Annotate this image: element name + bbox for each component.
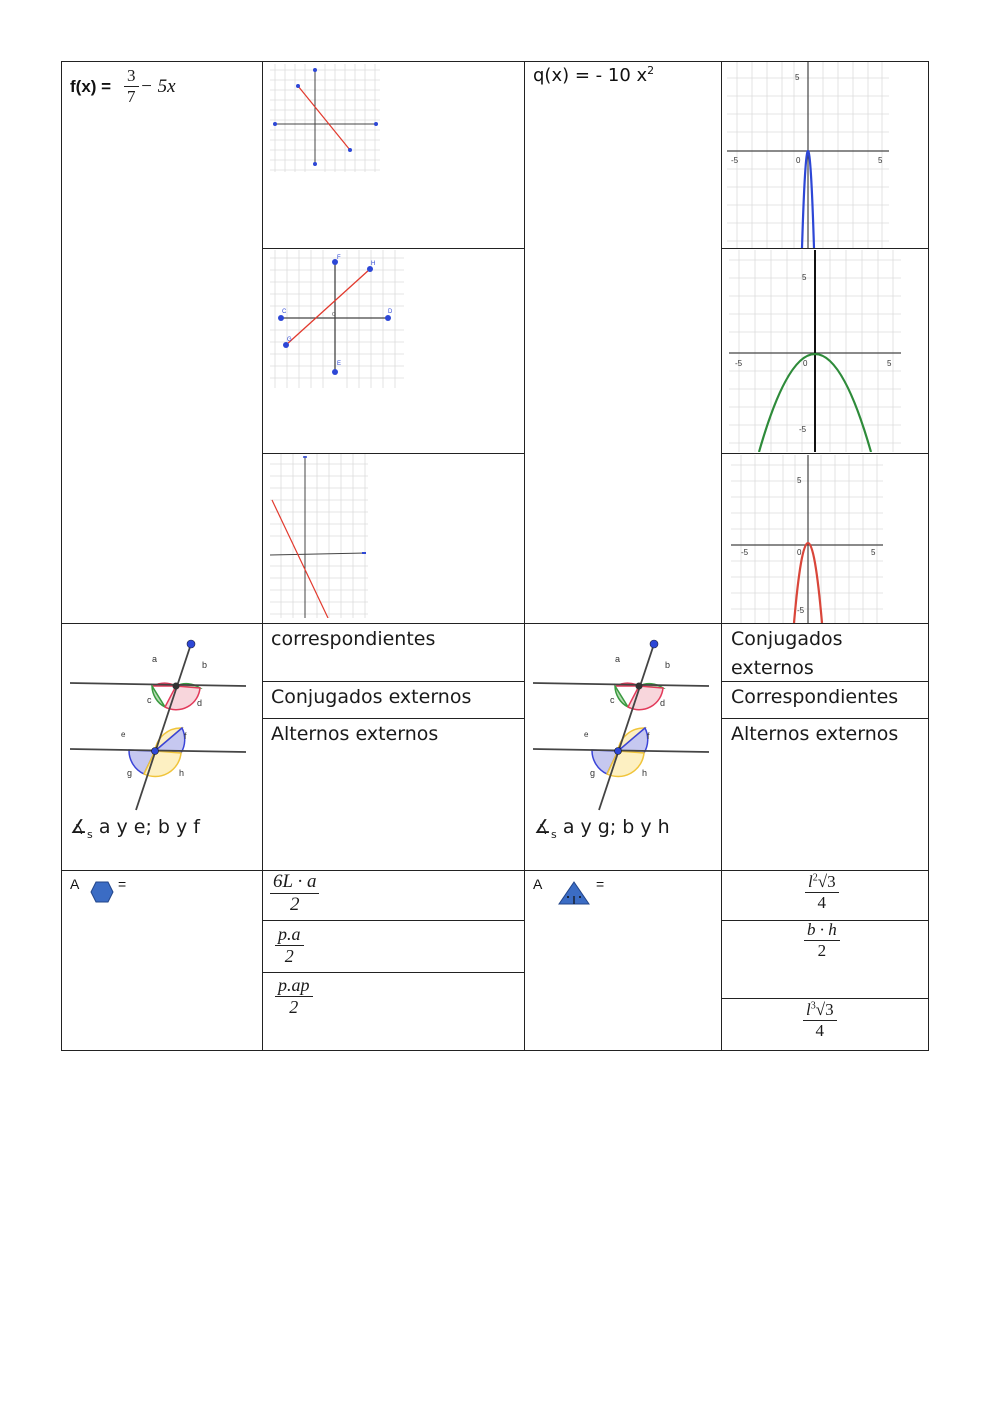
area-prefix: A bbox=[533, 876, 543, 892]
angle-label: c bbox=[610, 695, 615, 705]
formula-denominator: 4 bbox=[815, 1021, 825, 1040]
formula-exponent: 2 bbox=[812, 872, 818, 884]
angle-pair-left bbox=[70, 813, 200, 849]
formula-option-right-2[interactable] bbox=[804, 920, 840, 961]
linear-graph-1[interactable] bbox=[270, 64, 380, 172]
q-label: q(x) = - 10 x bbox=[533, 65, 648, 86]
angle-label: d bbox=[660, 698, 666, 708]
col-divider-2 bbox=[524, 61, 525, 1051]
row-divider-2 bbox=[61, 870, 929, 871]
parabola-graph-3[interactable] bbox=[731, 455, 883, 623]
grid-lines bbox=[270, 64, 380, 172]
intersection-point bbox=[173, 683, 180, 690]
formula-numerator: p.a bbox=[278, 924, 301, 944]
tick-label: 5 bbox=[887, 359, 892, 368]
formula-option-2[interactable] bbox=[275, 924, 304, 967]
tick-label: 5 bbox=[802, 273, 807, 282]
area-equals: = bbox=[118, 876, 127, 892]
tick-label: 5 bbox=[878, 156, 883, 165]
point bbox=[374, 122, 378, 126]
point bbox=[278, 315, 284, 321]
option-conjugados-externos[interactable]: Conjugados externos bbox=[271, 686, 472, 708]
angle-label: h bbox=[642, 768, 648, 778]
angle-subscript: s bbox=[87, 827, 93, 841]
formula-numerator: p.ap bbox=[278, 975, 310, 995]
tick-label: 5 bbox=[797, 476, 802, 485]
linear-graph-3[interactable] bbox=[270, 454, 368, 618]
formula-exponent: 3 bbox=[810, 1000, 816, 1012]
formula-root: √3 bbox=[815, 1000, 834, 1019]
col-divider-1 bbox=[262, 61, 263, 1051]
hexagon-icon bbox=[90, 880, 114, 904]
f-term: − 5x bbox=[140, 76, 176, 97]
tick-label: -5 bbox=[731, 156, 739, 165]
tick-label: -5 bbox=[735, 359, 743, 368]
formula-numerator: b · h bbox=[807, 920, 837, 939]
sub-row-bot-col4-2 bbox=[721, 998, 929, 999]
point-label: G bbox=[287, 337, 292, 343]
point bbox=[187, 640, 195, 648]
angle-symbol: ∡ bbox=[70, 816, 88, 838]
triangle-icon bbox=[558, 880, 590, 906]
angle-label: f bbox=[647, 731, 650, 741]
point bbox=[650, 640, 658, 648]
row-divider-1 bbox=[61, 623, 929, 624]
formula-variable: l bbox=[808, 872, 813, 891]
angle-c-arc bbox=[615, 686, 628, 707]
point-label: D bbox=[388, 309, 393, 315]
grid-lines bbox=[731, 455, 883, 623]
tick-label: -5 bbox=[799, 425, 807, 434]
angle-label: e bbox=[584, 730, 589, 739]
area-prefix: A bbox=[70, 876, 80, 892]
tick-label: 0 bbox=[796, 156, 801, 165]
formula-option-right-1[interactable] bbox=[805, 872, 839, 913]
tick-label: 5 bbox=[871, 548, 876, 557]
angle-label: d bbox=[197, 698, 203, 708]
point bbox=[348, 148, 352, 152]
formula-numerator: 6L · a bbox=[273, 871, 317, 892]
intersection-point bbox=[615, 748, 622, 755]
area-equals: = bbox=[596, 876, 605, 892]
point bbox=[313, 68, 317, 72]
tick-label: 5 bbox=[795, 73, 800, 82]
point-label: H bbox=[371, 261, 376, 267]
formula-numerator bbox=[805, 872, 839, 892]
sub-row-bot-col2-1 bbox=[262, 920, 525, 921]
grid-lines bbox=[270, 250, 404, 388]
intersection-point bbox=[152, 748, 159, 755]
tick-label: 0 bbox=[803, 359, 808, 368]
point bbox=[385, 315, 391, 321]
formula-denominator: 2 bbox=[284, 946, 294, 966]
angles-diagram-right bbox=[529, 632, 713, 816]
point-label: F bbox=[337, 255, 341, 261]
f-numerator: 3 bbox=[127, 66, 136, 85]
formula-denominator: 2 bbox=[289, 997, 299, 1017]
angle-label: e bbox=[121, 730, 126, 739]
angle-label: f bbox=[184, 731, 187, 741]
angle-subscript: s bbox=[551, 827, 557, 841]
tick-label: -5 bbox=[797, 606, 805, 615]
f-label: f(x) = bbox=[70, 77, 112, 96]
option-alternos-externos-right[interactable]: Alternos externos bbox=[731, 723, 899, 745]
angle-label: g bbox=[127, 768, 133, 778]
parabola-graph-2[interactable] bbox=[729, 250, 901, 452]
angle-pair-text: a y g; b y h bbox=[562, 816, 670, 838]
formula-option-1[interactable] bbox=[270, 871, 319, 916]
sub-row-mid-col2-1 bbox=[262, 681, 525, 682]
point bbox=[296, 84, 300, 88]
q-exponent: 2 bbox=[647, 64, 655, 77]
angle-symbol: ∡ bbox=[534, 816, 552, 838]
angle-label: c bbox=[147, 695, 152, 705]
point-label: C bbox=[282, 309, 287, 315]
formula-denominator: 2 bbox=[289, 894, 300, 915]
angle-label: a bbox=[152, 654, 158, 664]
formula-numerator bbox=[803, 1000, 837, 1020]
sub-row-col2-1 bbox=[262, 248, 525, 249]
angle-c-arc bbox=[152, 686, 165, 707]
formula-option-right-3[interactable] bbox=[803, 1000, 837, 1050]
formula-option-3[interactable] bbox=[275, 975, 313, 1018]
point bbox=[332, 369, 338, 375]
sub-row-col4-2 bbox=[721, 453, 929, 454]
sub-row-mid-col2-2 bbox=[262, 718, 525, 719]
transversal bbox=[136, 644, 191, 810]
f-denominator: 7 bbox=[127, 87, 136, 106]
intersection-point bbox=[636, 683, 643, 690]
angle-pair-right bbox=[534, 813, 670, 849]
red-line bbox=[272, 500, 328, 618]
x-axis bbox=[270, 553, 366, 555]
col-divider-3 bbox=[721, 61, 722, 1051]
parabola-graph-1[interactable] bbox=[727, 62, 889, 248]
angle-label: b bbox=[202, 660, 208, 670]
grid-lines bbox=[270, 454, 368, 618]
transversal bbox=[599, 644, 654, 810]
angle-label: b bbox=[665, 660, 671, 670]
option-correspondientes[interactable]: correspondientes bbox=[271, 628, 436, 650]
option-alternos-externos[interactable]: Alternos externos bbox=[271, 723, 439, 745]
formula-root: √3 bbox=[817, 872, 836, 891]
angles-diagram-left bbox=[66, 632, 250, 816]
formula-denominator: 4 bbox=[817, 893, 827, 912]
tick-label: 0 bbox=[797, 548, 802, 557]
point bbox=[273, 122, 277, 126]
point-label: E bbox=[337, 361, 342, 367]
linear-graph-2[interactable] bbox=[270, 250, 404, 388]
formula-denominator: 2 bbox=[817, 941, 827, 960]
sub-row-col4-1 bbox=[721, 248, 929, 249]
angle-label: h bbox=[179, 768, 185, 778]
sub-row-mid-col4-2 bbox=[721, 718, 929, 719]
option-correspondientes-right[interactable]: Correspondientes bbox=[731, 686, 899, 708]
angle-label: g bbox=[590, 768, 596, 778]
f-fraction bbox=[124, 66, 139, 107]
tick-label: -5 bbox=[741, 548, 749, 557]
q-function-label bbox=[533, 64, 654, 86]
angle-label: a bbox=[615, 654, 621, 664]
sub-row-bot-col2-2 bbox=[262, 972, 525, 973]
option-conjugados-externos-right[interactable]: Conjugados externos bbox=[731, 628, 843, 679]
point bbox=[313, 162, 317, 166]
angle-pair-text: a y e; b y f bbox=[98, 816, 200, 838]
formula-variable: l bbox=[806, 1000, 811, 1019]
origin-label: O bbox=[332, 312, 336, 318]
